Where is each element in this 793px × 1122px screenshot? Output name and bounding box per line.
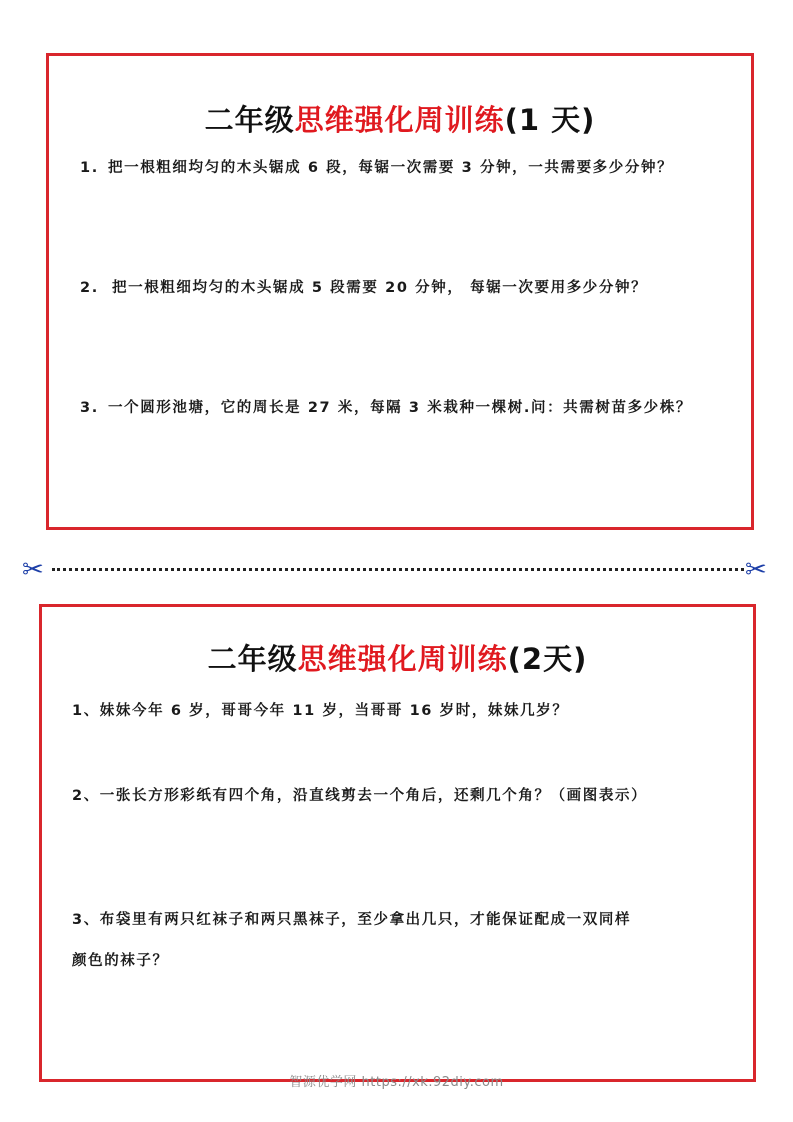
cut-line-divider <box>52 568 744 571</box>
day1-question-3-text: 一个圆形池塘，它的周长是 27 米，每隔 3 米栽种一棵树.问：共需树苗多少株？ <box>108 400 692 416</box>
day1-title-grade: 二年级 <box>204 103 295 137</box>
scissors-icon-left: ✂ <box>22 555 44 585</box>
day2-question-1: 1、妹妹今年 6 岁，哥哥今年 11 岁，当哥哥 16 岁时，妹妹几岁？ <box>72 703 569 719</box>
day2-question-3: 3、布袋里有两只红袜子和两只黑袜子，至少拿出几只，才能保证配成一双同样 <box>72 912 632 928</box>
day2-question-3-continued: 颜色的袜子？ <box>72 953 169 969</box>
day1-question-1-number: 1. <box>80 160 99 176</box>
day1-question-2 <box>80 276 647 297</box>
day1-question-1 <box>80 156 673 177</box>
day1-title <box>49 98 751 139</box>
day1-question-1-text: 把一根粗细均匀的木头锯成 6 段，每锯一次需要 3 分钟，一共需要多少分钟？ <box>108 160 674 176</box>
worksheet-day1-box <box>46 53 754 530</box>
footer-watermark: 智源优学网 https://xk.92diy.com <box>289 1075 504 1090</box>
day2-title-main: 思维强化周训练 <box>297 642 508 676</box>
day1-title-suffix: (1 天) <box>504 103 596 137</box>
day1-title-main: 思维强化周训练 <box>294 103 505 137</box>
day2-title-suffix: (2天) <box>507 642 588 676</box>
day1-question-3-number: 3. <box>80 400 99 416</box>
day1-question-2-text: 把一根粗细均匀的木头锯成 5 段需要 20 分钟， 每锯一次要用多少分钟？ <box>112 280 648 296</box>
day1-question-3 <box>80 396 692 417</box>
worksheet-day2-box <box>39 604 756 1082</box>
day2-question-2: 2、一张长方形彩纸有四个角，沿直线剪去一个角后，还剩几个角？（画图表示） <box>72 788 648 804</box>
scissors-icon-right: ✂ <box>745 555 767 585</box>
day2-title-grade: 二年级 <box>207 642 298 676</box>
day1-question-2-number: 2. <box>80 280 99 296</box>
day2-title <box>42 637 753 678</box>
